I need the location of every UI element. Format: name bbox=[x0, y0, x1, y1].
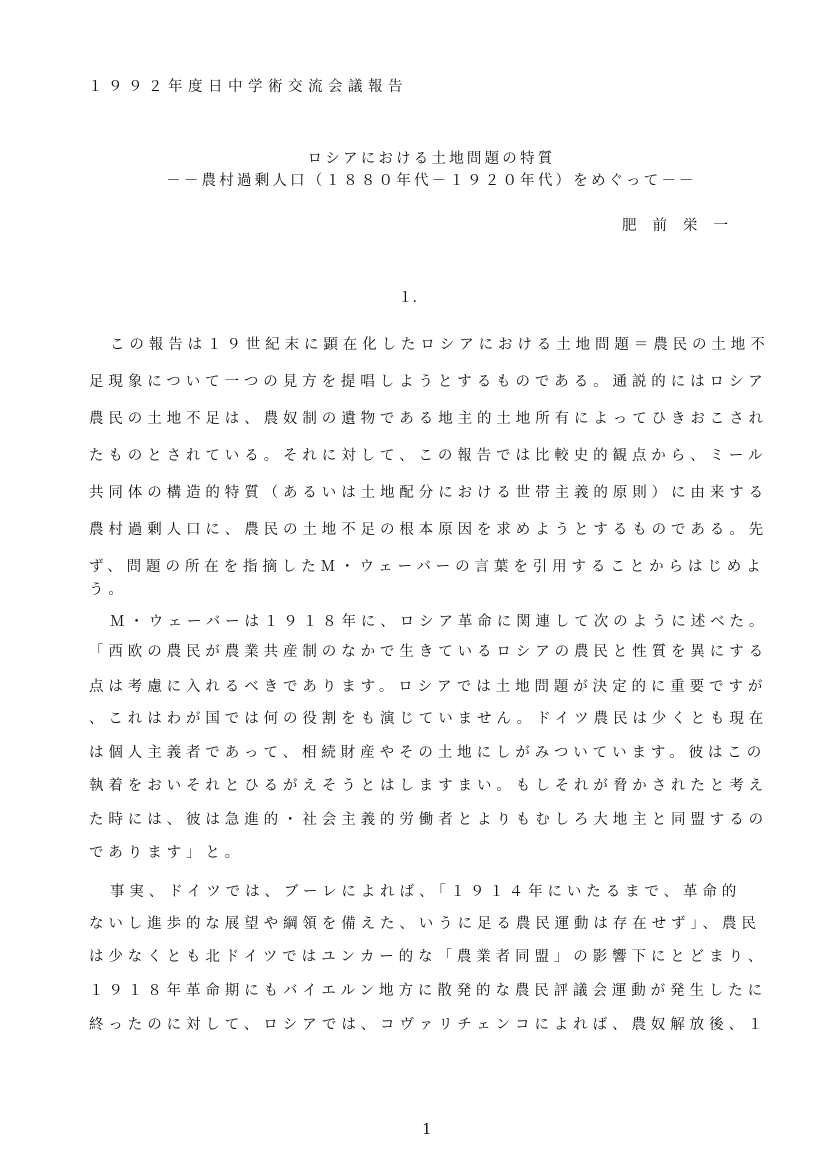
body-line: 足現象について一つの見方を提唱しようとするものである。通説的にはロシア bbox=[89, 374, 768, 390]
body-line: Ｍ・ウェーバーは１９１８年に、ロシア革命に関連して次のように述べた。 bbox=[110, 614, 769, 630]
body-line: 農村過剰人口に、農民の土地不足の根本原因を求めようとするものである。先 bbox=[89, 522, 768, 538]
body-line: 点は考慮に入れるべきであります。ロシアでは土地問題が決定的に重要ですが bbox=[89, 679, 768, 695]
author-name: 肥前栄一 bbox=[622, 218, 744, 234]
body-line: ないし進歩的な展望や綱領を備えた、いうに足る農民運動は存在せず」、農民 bbox=[89, 916, 761, 932]
body-line: 事実、ドイツでは、ブーレによれば、「１９１４年にいたるまで、革命的 bbox=[110, 884, 742, 900]
body-line: う。 bbox=[89, 582, 128, 598]
body-line: 、これはわが国では何の役割をも演じていません。ドイツ農民は少くとも現在 bbox=[89, 711, 769, 727]
body-line: 共同体の構造的特質（あるいは土地配分における世帯主義的原則）に由来する bbox=[89, 485, 768, 501]
section-number: １． bbox=[398, 290, 427, 306]
body-line: 農民の土地不足は、農奴制の遺物である地主的土地所有によってひきおこされ bbox=[89, 411, 768, 427]
body-line: は少なくとも北ドイツではユンカー的な「農業者同盟」の影響下にとどまり、 bbox=[89, 949, 768, 965]
body-line: この報告は１９世紀末に顕在化したロシアにおける土地問題＝農民の土地不 bbox=[110, 337, 770, 353]
body-line: は個人主義者であって、相続財産やその土地にしがみついています。彼はこの bbox=[89, 745, 767, 761]
body-line: ず、問題の所在を指摘したＭ・ウェーバーの言葉を引用することからはじめよ bbox=[89, 559, 766, 575]
body-line: １９１８年革命期にもバイエルン地方に散発的な農民評議会運動が発生したに bbox=[89, 983, 768, 999]
body-line: 「西欧の農民が農業共産制のなかで生きているロシアの農民と性質を異にする bbox=[89, 644, 768, 660]
body-line: 執着をおいそれとひるがえそうとはしますまい。もしそれが脅かされたと考え bbox=[89, 778, 768, 794]
report-header: １９９２年度日中学術交流会議報告 bbox=[88, 79, 408, 95]
title-line-1: ロシアにおける土地問題の特質 bbox=[307, 151, 556, 167]
body-line: であります」と。 bbox=[89, 845, 245, 861]
title-line-2: －－農村過剰人口（１８８０年代－１９２０年代）をめぐって－－ bbox=[166, 173, 697, 189]
body-line: た時には、彼は急進的・社会主義的労働者とよりもむしろ大地主と同盟するの bbox=[89, 812, 768, 828]
page-number: 1 bbox=[422, 1120, 432, 1138]
body-line: 終ったのに対して、ロシアでは、コヴァリチェンコによれば、農奴解放後、１ bbox=[89, 1017, 768, 1033]
body-line: たものとされている。それに対して、この報告では比較史的観点から、ミール bbox=[89, 448, 768, 464]
